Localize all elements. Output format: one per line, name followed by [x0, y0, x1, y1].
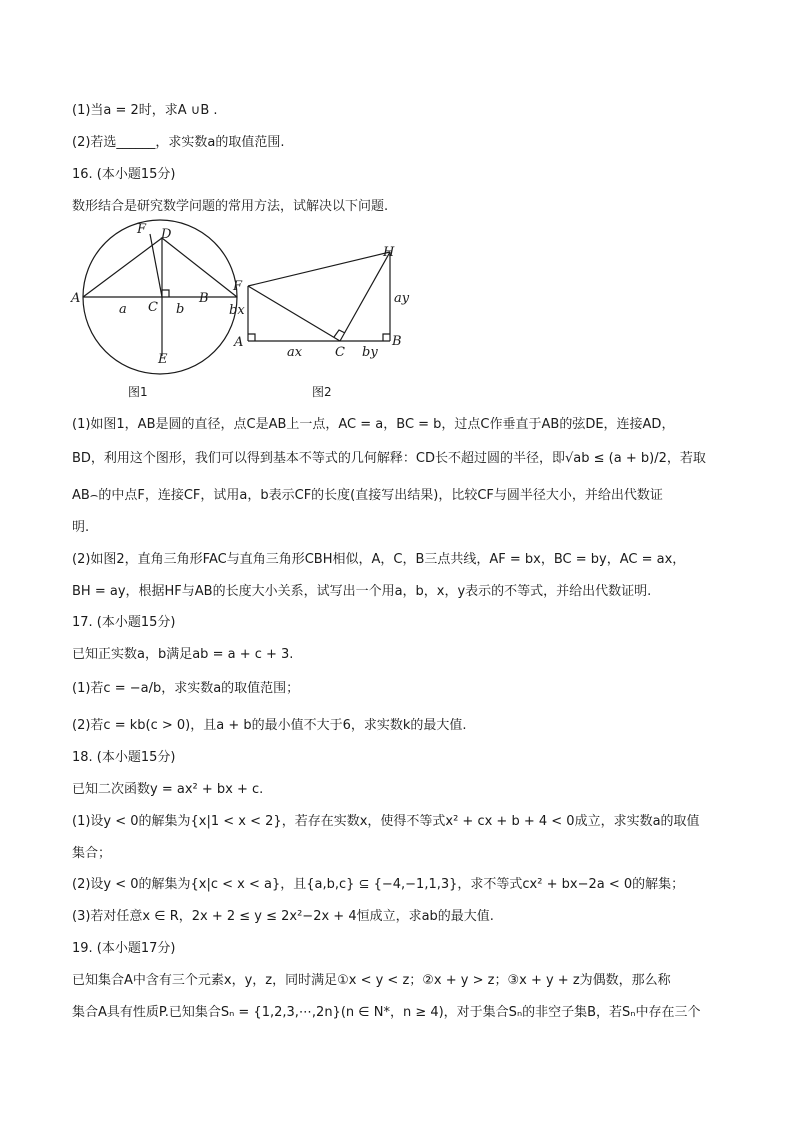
text-line-6: BD，利用这个图形，我们可以得到基本不等式的几何解释：CD长不超过圆的半径，即√ab ≤ (a + b)/2，若取	[72, 451, 706, 466]
text-line-4: 数形结合是研究数学问题的常用方法，试解决以下问题.	[72, 199, 389, 214]
label-bx: bx	[229, 303, 245, 318]
text-line-9: (2)如图2，直角三角形FAC与直角三角形CBH相似，A，C，B三点共线，AF = bx，BC = by，AC = ax，	[72, 552, 686, 567]
text-line-17: (1)设y < 0的解集为{x|1 < x < 2}，若存在实数x，使得不等式x² + cx + b + 4 < 0成立，求实数a的取值	[72, 814, 700, 829]
text-line-11: 17. (本小题15分)	[72, 615, 176, 630]
label-ax: ax	[287, 345, 303, 360]
label-by: by	[362, 345, 378, 360]
text-line-19: (2)设y < 0的解集为{x|c < x < a}，且{a,b,c} ⊆ {−4,−1,1,3}，求不等式cx² + bx−2a < 0的解集；	[72, 877, 685, 892]
segment-ch	[340, 252, 390, 341]
text-line-1: (1)当a = 2时，求A ∪B .	[72, 103, 218, 118]
segment-ad	[83, 238, 162, 297]
right-angle-mark-a	[248, 334, 255, 341]
segment-cf	[150, 234, 162, 297]
label-b-len: b	[176, 302, 185, 317]
label-d1: D	[161, 227, 172, 242]
right-angle-mark-1	[162, 290, 169, 297]
label-b1: B	[199, 291, 209, 306]
text-line-21: 19. (本小题17分)	[72, 941, 176, 956]
label-e1: E	[158, 352, 168, 367]
right-angle-mark-b	[383, 334, 390, 341]
figure-1-labels	[70, 222, 209, 399]
text-line-20: (3)若对任意x ∈ R，2x + 2 ≤ y ≤ 2x²−2x + 4恒成立，求ab的最大值.	[72, 909, 494, 924]
label-c1: C	[148, 300, 158, 315]
text-line-5: (1)如图1，AB是圆的直径，点C是AB上一点，AC = a，BC = b，过点C作垂直于AB的弦DE，连接AD，	[72, 417, 675, 432]
label-a-len: a	[119, 302, 127, 317]
text-line-23: 集合A具有性质P.已知集合Sₙ = {1,2,3,⋯,2n}(n ∈ N*，n ≥ 4)，对于集合Sₙ的非空子集B，若Sₙ中存在三个	[72, 1005, 701, 1020]
label-ay: ay	[394, 291, 410, 306]
segment-bd	[162, 238, 237, 297]
label-a2: A	[234, 335, 244, 350]
figures-svg	[66, 218, 426, 408]
text-line-14: (2)若c = kb(c > 0)，且a + b的最小值不大于6，求实数k的最大值.	[72, 718, 467, 733]
text-line-2: (2)若选______，求实数a的取值范围.	[72, 135, 285, 150]
label-c2: C	[335, 345, 345, 360]
text-line-13: (1)若c = −a/b，求实数a的取值范围；	[72, 681, 300, 696]
label-h2: H	[383, 245, 395, 260]
figure-1	[83, 220, 237, 374]
text-line-22: 已知集合A中含有三个元素x，y，z，同时满足①x < y < z；②x + y > z；③x + y + z为偶数，那么称	[72, 973, 671, 988]
label-b2: B	[392, 334, 402, 349]
figure-2-labels	[229, 245, 410, 399]
segment-fh	[248, 252, 390, 286]
text-line-16: 已知二次函数y = ax² + bx + c.	[72, 782, 264, 797]
figure-2	[248, 252, 390, 341]
text-line-3: 16. (本小题15分)	[72, 167, 176, 182]
caption-fig2: 图2	[312, 385, 332, 399]
text-line-8: 明.	[72, 520, 90, 535]
text-line-15: 18. (本小题15分)	[72, 750, 176, 765]
label-f1: F	[137, 222, 147, 237]
text-line-10: BH = ay，根据HF与AB的长度大小关系，试写出一个用a，b，x，y表示的不等式，并给出代数证明.	[72, 584, 652, 599]
geometry-figures	[66, 218, 426, 408]
caption-fig1: 图1	[128, 385, 148, 399]
text-line-18: 集合；	[72, 846, 112, 861]
segment-fc	[248, 286, 340, 341]
label-a1: A	[71, 291, 81, 306]
label-f2: F	[233, 279, 243, 294]
text-line-7: AB⌢的中点F，连接CF，试用a，b表示CF的长度(直接写出结果)，比较CF与圆半径大小，并给出代数证	[72, 488, 663, 503]
text-line-12: 已知正实数a，b满足ab = a + c + 3.	[72, 647, 294, 662]
